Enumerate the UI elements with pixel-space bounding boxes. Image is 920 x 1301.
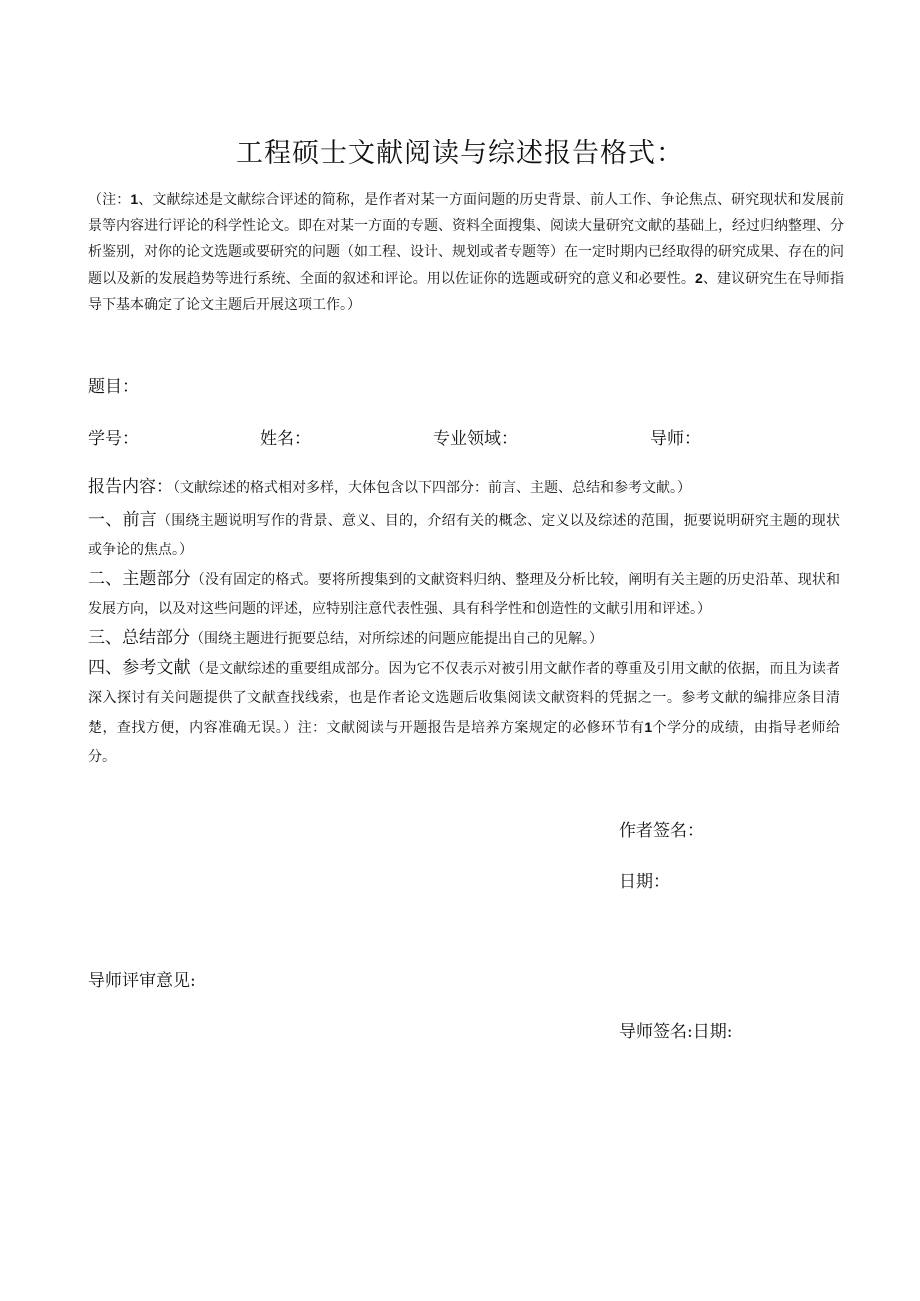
advisor-label: 导师： [650,429,701,449]
topic-label: 题目： [88,377,139,397]
note-text-1: 、文献综述是文献综合评述的简称，是作者对某一方面问题的历史背景、前人工作、争论焦点、研究现状和发展前景等内容进行评论的科学性论文。即在对某一方面的专题、资料全面搜集、阅读大量研究文献的基础上，经过归纳整理、分析鉴别，对你的论文选题或要研究的问题（如工程、设计、规划或者专题等）在一定时期内已经取得的研究成果、存在的问题以及新的发展趋势等进行系统、全面的叙述和评论。用以佐证你的选题或研究的意义和必要性。 [88,192,845,287]
section-heading: 二、主题部分 [88,569,191,589]
section-heading: 三、总结部分 [88,628,190,648]
date-label: 日期： [619,872,670,892]
section-heading: 一、前言 [88,510,157,530]
report-content-label: 报告内容： [88,477,173,497]
section-text: （围绕主题进行扼要总结，对所综述的问题应能提出自己的见解。） [190,631,603,647]
section-text: （是文献综述的重要组成部分。因为它不仅表示对被引用文献作者的尊重及引用文献的依据，而且为读者深入探讨有关问题提供了文献查找线索，也是作者论文选题后收集阅读文献资料的凭据之一。参考文献的编排应条目清楚，查找方便，内容准确无误。）注：文献阅读与开题报告是培养方案规定的必修环节有 [88,661,841,736]
section-references [88,654,840,772]
note-number-2: 2 [695,270,703,286]
section-heading: 四、参考文献 [88,658,191,678]
section-text-tail: 个学分的成绩，由指导老师给分。 [88,720,841,765]
report-content-desc: （文献综述的格式相对多样，大体包含以下四部分：前言、主题、总结和参考文献。） [173,480,691,496]
note-open: （注： [88,192,131,208]
report-content-line [88,472,848,497]
name-label: 姓名： [260,429,311,449]
advisor-signature-date-label: 导师签名:日期: [619,1022,733,1042]
note-number-1: 1 [130,191,139,207]
author-signature-label: 作者签名： [619,821,704,841]
note-text-2: 、建议研究生在导师指导下基本确定了论文主题后开展这项工作。） [88,271,844,313]
section-preface [88,506,840,565]
instruction-note [88,186,844,318]
section-summary [88,624,840,654]
student-id-label: 学号： [88,429,139,449]
credit-number: 1 [644,719,653,735]
document-title: 工程硕士文献阅读与综述报告格式： [236,138,684,169]
section-main-topic [88,565,840,624]
major-label: 专业领域： [433,429,518,449]
section-text: （没有固定的格式。要将所搜集到的文献资料归纳、整理及分析比较，阐明有关主题的历史沿革、现状和发展方向，以及对这些问题的评述，应特别注意代表性强、具有科学性和创造性的文献引用和评述。） [88,572,841,617]
section-text: （围绕主题说明写作的背景、意义、目的，介绍有关的概念、定义以及综述的范围，扼要说明研究主题的现状或争论的焦点。） [88,513,841,558]
report-sections [88,506,840,772]
advisor-comment-label: 导师评审意见: [88,971,196,991]
